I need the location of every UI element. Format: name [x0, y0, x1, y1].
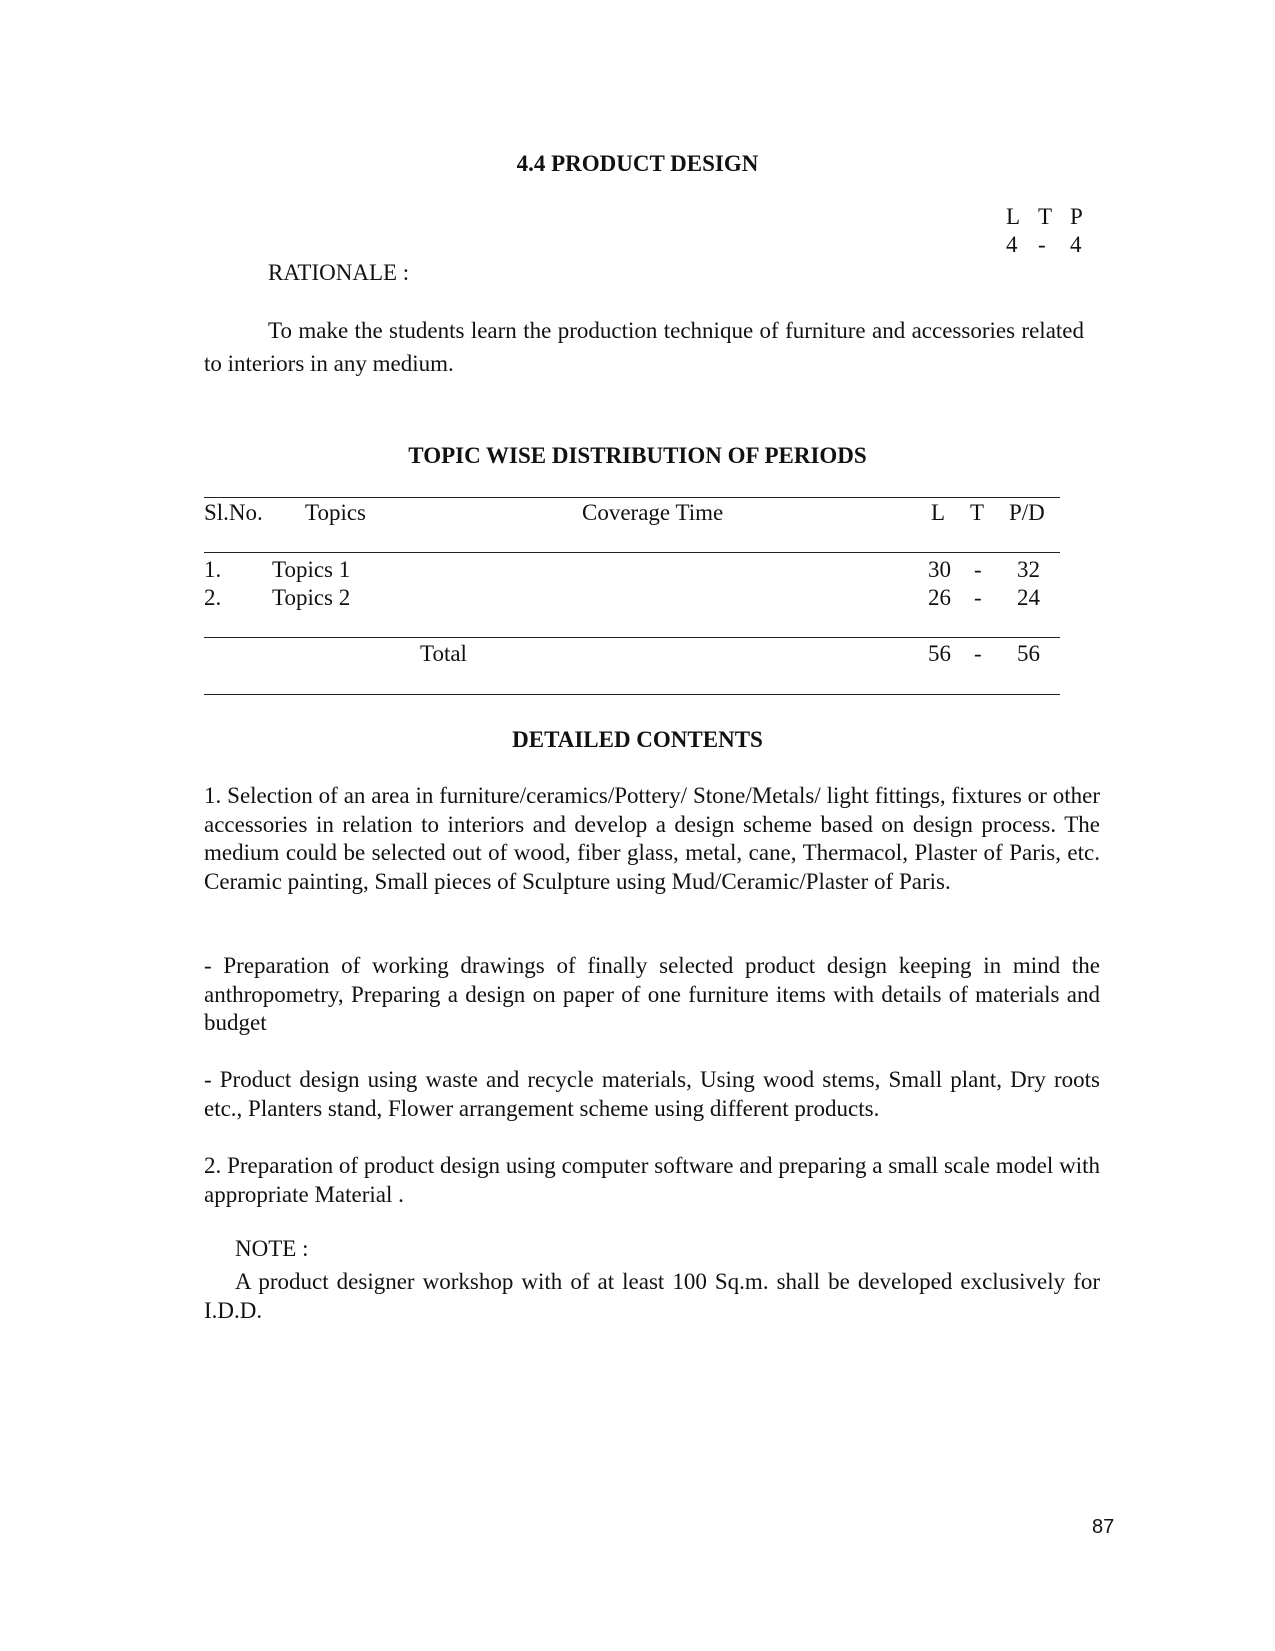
detailed-title: DETAILED CONTENTS [512, 727, 763, 752]
content-paragraph: - Preparation of working drawings of finally selected product design keeping in mind the anthropometry, Preparing a design on paper of one furniture items with details of materials and budget [204, 953, 1100, 1035]
rationale-label: RATIONALE : [268, 260, 410, 285]
total-pd: 56 [1017, 641, 1040, 666]
row-l: 26 [928, 585, 951, 610]
note-label: NOTE : [235, 1236, 309, 1261]
column-header-slno: Sl.No. [204, 500, 263, 525]
row-number: 1. [204, 557, 222, 582]
row-l: 30 [928, 557, 951, 582]
row-topic: Topics 1 [272, 557, 351, 582]
page-number: 87 [1092, 1516, 1115, 1538]
total-label: Total [420, 641, 467, 666]
column-header-t: T [970, 500, 985, 525]
table-rule-top [204, 497, 1060, 498]
ltp-header-t: T [1038, 204, 1053, 229]
note-text: A product designer workshop with of at least 100 Sq.m. shall be developed exclusively for I.D.D. [204, 1269, 1100, 1323]
total-t: - [974, 641, 982, 666]
column-header-topics: Topics [305, 500, 366, 525]
ltp-header [1006, 203, 1102, 231]
row-pd: 32 [1017, 557, 1040, 582]
ltp-values [1006, 231, 1102, 259]
row-number: 2. [204, 585, 222, 610]
row-topic: Topics 2 [272, 585, 351, 610]
distribution-title: TOPIC WISE DISTRIBUTION OF PERIODS [408, 443, 867, 468]
table-rule-total [204, 637, 1060, 638]
ltp-value-l: 4 [1006, 232, 1018, 257]
row-t: - [974, 557, 982, 582]
ltp-value-t: - [1038, 232, 1046, 257]
ltp-header-l: L [1006, 204, 1021, 229]
content-paragraph: 2. Preparation of product design using computer software and preparing a small scale model with appropriate Material . [204, 1153, 1100, 1207]
column-header-l: L [931, 500, 946, 525]
row-t: - [974, 585, 982, 610]
table-rule-header [204, 552, 1060, 553]
ltp-value-p: 4 [1070, 232, 1082, 257]
column-header-pd: P/D [1009, 500, 1045, 525]
table-rule-bottom [204, 694, 1060, 695]
content-paragraph: - Product design using waste and recycle materials, Using wood stems, Small plant, Dry roots etc., Planters stand, Flower arrangement scheme using different products. [204, 1067, 1100, 1121]
page-title: 4.4 PRODUCT DESIGN [516, 151, 759, 176]
row-pd: 24 [1017, 585, 1040, 610]
rationale-text: To make the students learn the production technique of furniture and accessories related to interiors in any medium. [204, 318, 1084, 376]
column-header-coverage: Coverage Time [582, 500, 724, 525]
content-paragraph: 1. Selection of an area in furniture/ceramics/Pottery/ Stone/Metals/ light fittings, fixtures or other accessories in relation to interiors and develop a design scheme based on design process. The medium could be selected out of wood, fiber glass, metal, cane, Thermacol, Plaster of Paris, etc. Ceramic painting, Small pieces of Sculpture using Mud/Ceramic/Plaster of Paris. [204, 783, 1100, 894]
ltp-header-p: P [1070, 204, 1083, 229]
total-l: 56 [928, 641, 951, 666]
